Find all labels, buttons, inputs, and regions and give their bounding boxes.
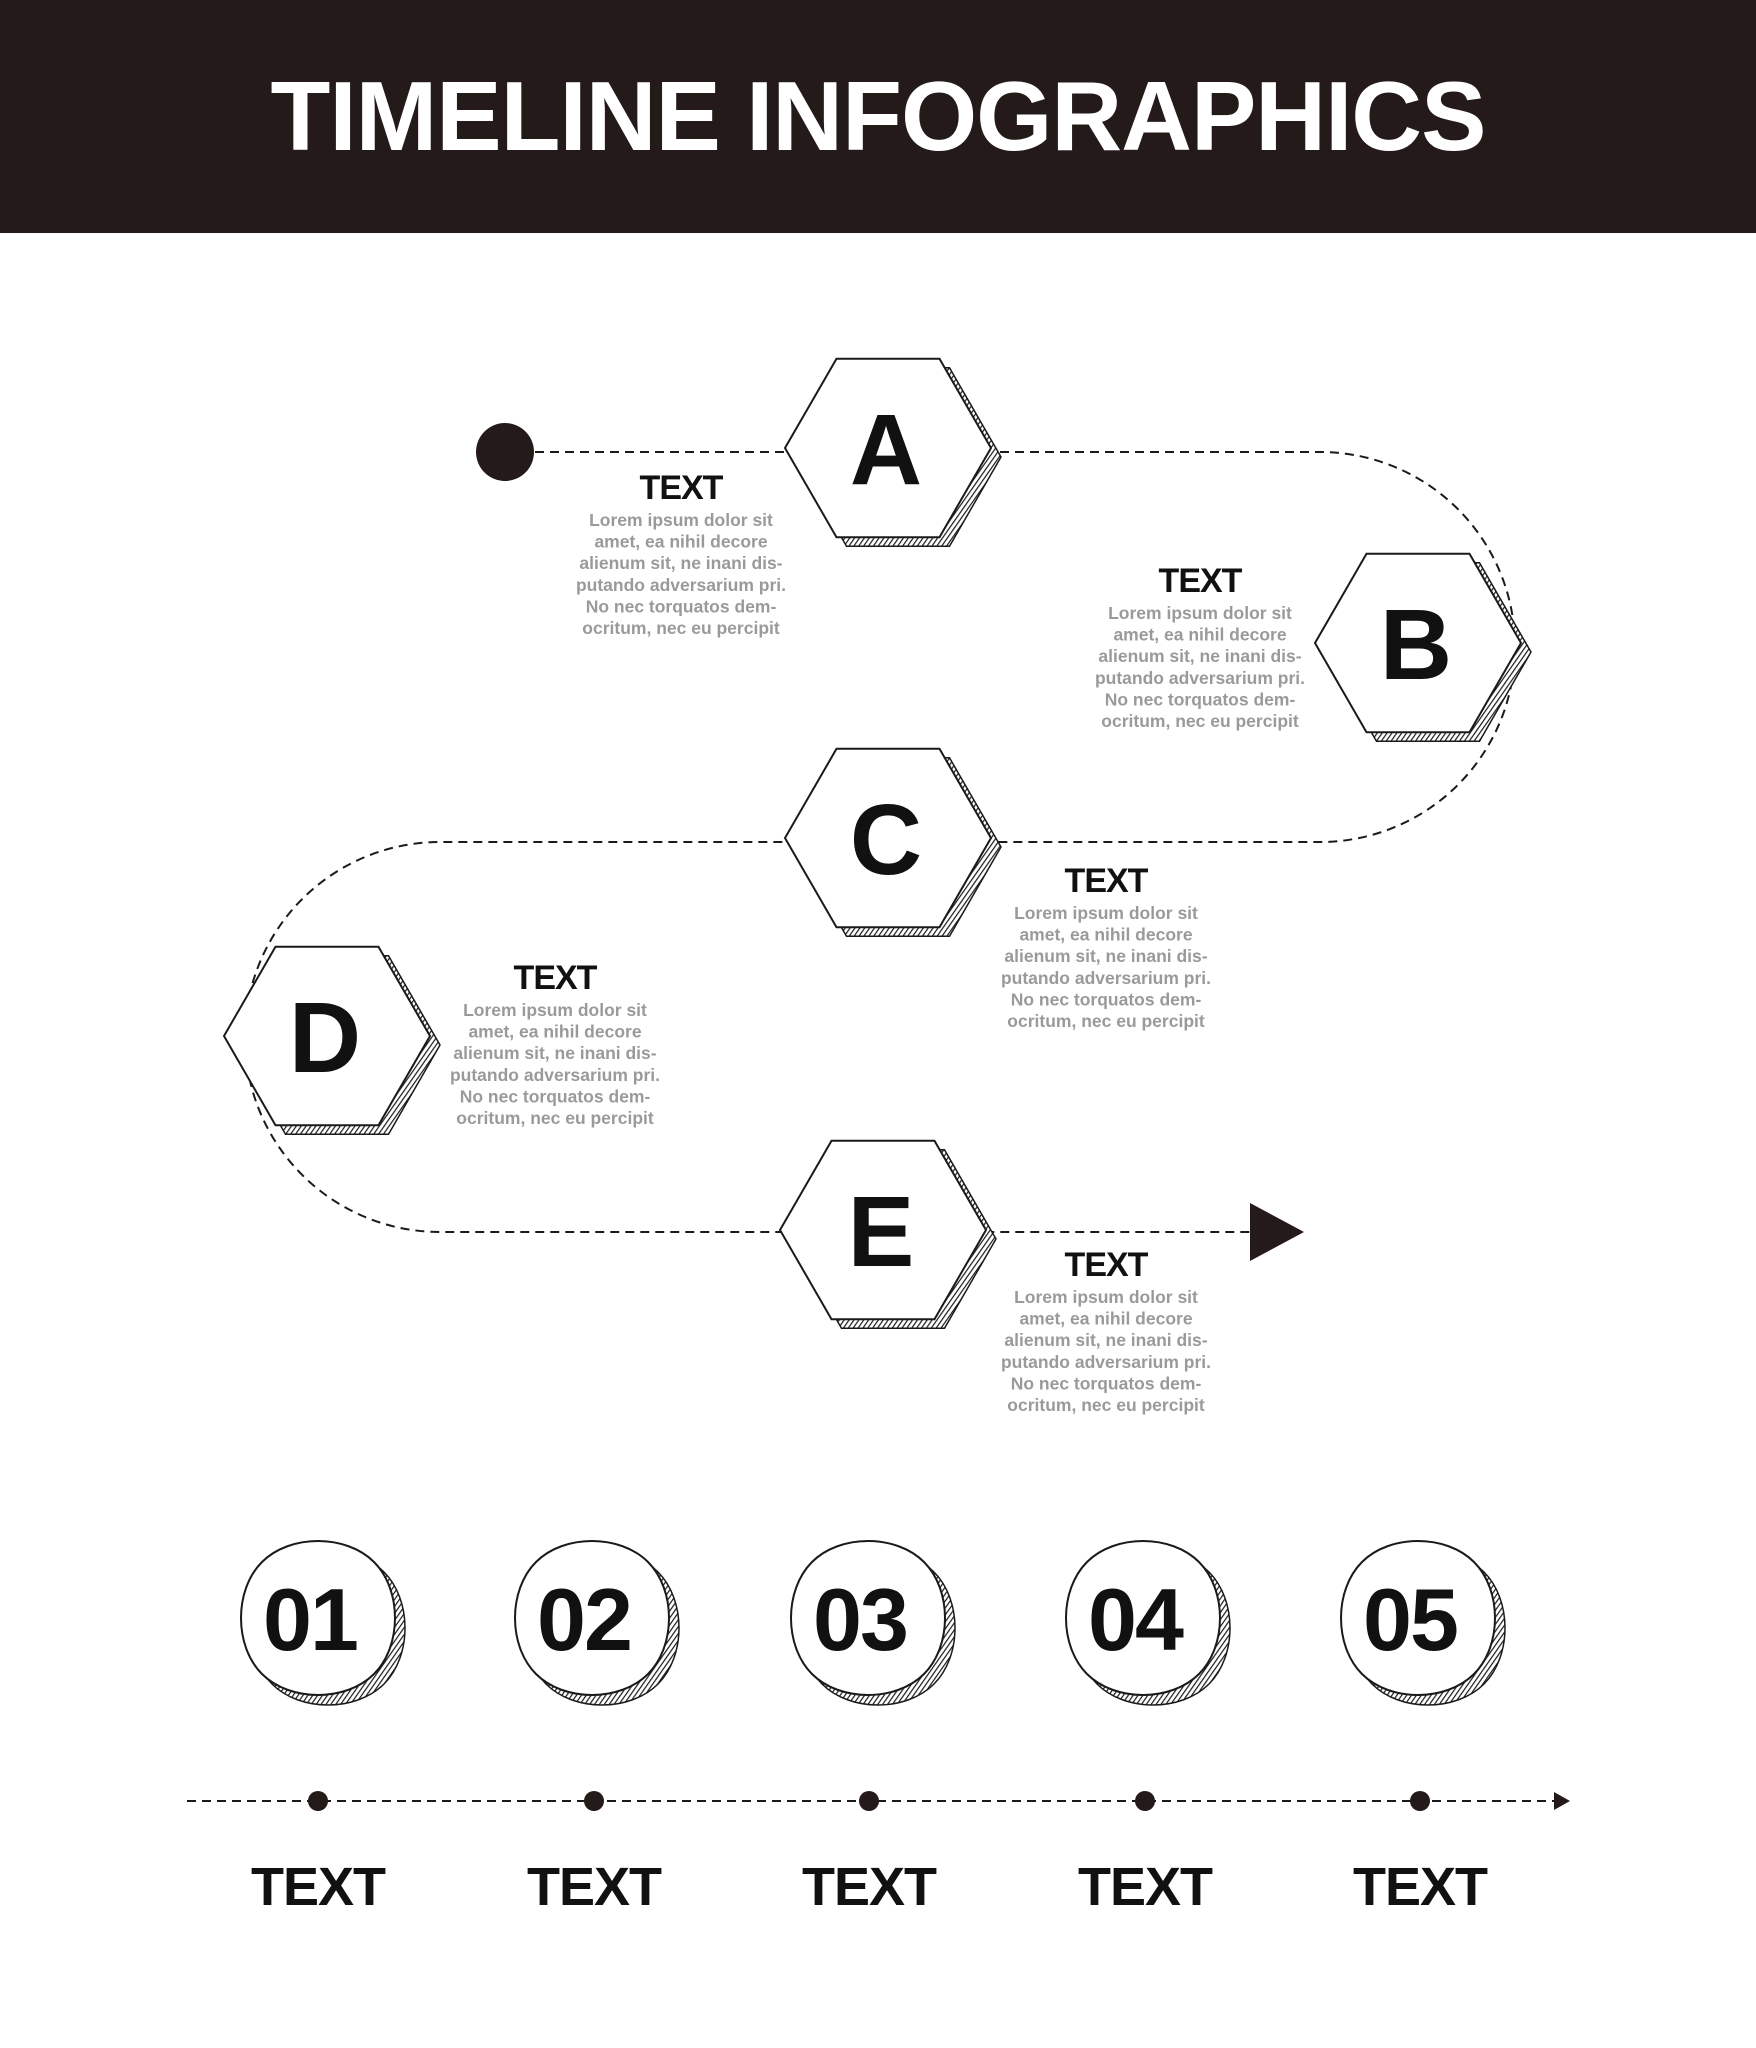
number-badge-04 [1066,1541,1230,1705]
caption-body-line: No nec torquatos dem- [585,596,777,617]
caption-body-line: putando adversarium pri. [449,1064,661,1085]
caption-title: TEXT [639,469,723,507]
caption-body-line: putando adversarium pri. [1094,667,1306,688]
hexagon-step-e [780,1141,996,1328]
bottom-axis-labels [251,1791,1488,1917]
axis-label-02: TEXT [526,1857,662,1917]
hexagon-letter: B [1379,589,1453,701]
hexagon-step-b [1315,554,1531,741]
badge-number: 02 [537,1570,631,1669]
caption-body-line: Lorem ipsum dolor sit [1108,603,1292,623]
caption-body-line: alienum sit, ne inani dis- [453,1043,657,1064]
hexagon-step-d [224,947,440,1134]
axis-label-03: TEXT [801,1857,937,1917]
caption-title: TEXT [1064,862,1148,900]
axis-label-04: TEXT [1077,1857,1213,1917]
number-badge-01 [241,1541,405,1705]
caption-body-line: amet, ea nihil decore [468,1021,642,1042]
hexagon-step-c [785,749,1001,936]
caption-body-line: Lorem ipsum dolor sit [463,1000,647,1020]
caption-body-line: alienum sit, ne inani dis- [1004,1330,1208,1351]
badge-number: 04 [1088,1570,1182,1669]
caption-body-line: No nec torquatos dem- [1010,1373,1202,1394]
caption-body-line: putando adversarium pri. [1000,1351,1212,1372]
caption-body-line: amet, ea nihil decore [1019,924,1193,945]
caption-body-line: amet, ea nihil decore [1113,624,1287,645]
caption-body-line: Lorem ipsum dolor sit [1014,903,1198,923]
axis-dot-01 [308,1791,328,1811]
caption-body-line: ocritum, nec eu percipit [1007,1395,1205,1415]
axis-dot-03 [859,1791,879,1811]
caption-body-line: putando adversarium pri. [1000,967,1212,988]
caption-body-line: alienum sit, ne inani dis- [1004,946,1208,967]
caption-step-c [1001,862,1211,1031]
hexagon-letter: E [847,1176,915,1288]
caption-body-line: ocritum, nec eu percipit [582,618,780,638]
caption-body-line: alienum sit, ne inani dis- [1098,646,1302,667]
hexagon-letter: A [849,394,923,506]
caption-body-line: ocritum, nec eu percipit [1101,711,1299,731]
caption-step-e [1001,1246,1211,1415]
number-badge-05 [1341,1541,1505,1705]
badge-number: 03 [813,1570,907,1669]
caption-body-line: No nec torquatos dem- [1010,989,1202,1010]
caption-body-line: ocritum, nec eu percipit [1007,1011,1205,1031]
bottom-axis-arrow-icon [1554,1792,1570,1810]
caption-body-line: putando adversarium pri. [575,574,787,595]
caption-body-line: No nec torquatos dem- [1104,689,1296,710]
caption-body-line: alienum sit, ne inani dis- [579,553,783,574]
axis-dot-04 [1135,1791,1155,1811]
caption-step-d [450,959,660,1128]
caption-step-b [1095,562,1305,731]
number-badge-02 [515,1541,679,1705]
badge-number: 01 [263,1570,357,1669]
hexagon-step-a [785,359,1001,546]
caption-body-line: ocritum, nec eu percipit [456,1108,654,1128]
caption-body-line: No nec torquatos dem- [459,1086,651,1107]
hexagon-letter: C [849,784,923,896]
timeline-end-arrow-icon [1250,1203,1304,1261]
hexagon-letter: D [288,982,362,1094]
axis-dot-05 [1410,1791,1430,1811]
badge-number: 05 [1363,1570,1457,1669]
caption-title: TEXT [513,959,597,997]
number-badge-03 [791,1541,955,1705]
caption-title: TEXT [1064,1246,1148,1284]
caption-body-line: amet, ea nihil decore [1019,1308,1193,1329]
caption-body-line: Lorem ipsum dolor sit [589,510,773,530]
page-title: TIMELINE INFOGRAPHICS [270,61,1486,171]
caption-title: TEXT [1158,562,1242,600]
timeline-start-dot [476,423,534,481]
axis-label-05: TEXT [1352,1857,1488,1917]
caption-step-a [576,469,786,638]
axis-label-01: TEXT [250,1857,386,1917]
axis-dot-02 [584,1791,604,1811]
caption-body-line: amet, ea nihil decore [594,531,768,552]
caption-body-line: Lorem ipsum dolor sit [1014,1287,1198,1307]
numbered-badges [241,1541,1505,1705]
